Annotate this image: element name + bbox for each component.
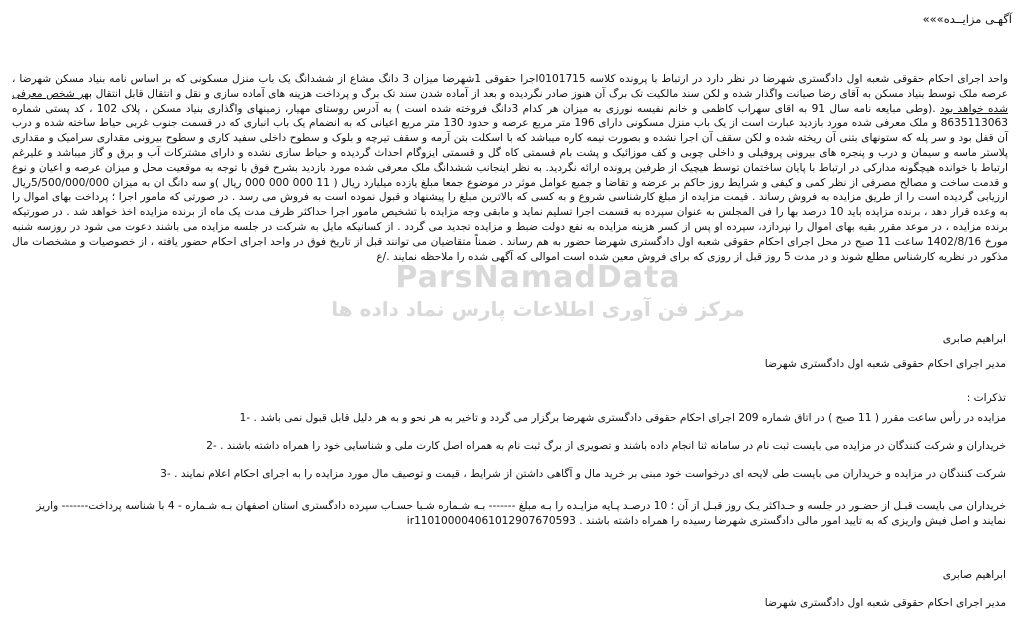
body-text-part2: .(وطی مبایعه نامه سال 91 به اقای سهراب کاظمی و خانم نفیسه نورزی به میزان هر کدام 3دانگ فروخته شده است ) به آدرس روستای مهیار، زمینهای واگذاری بنیاد مسکن ، پلاک 102 ، کد پستی شماره 8635113063 و ملک معرفی شده مورد بازدید عبارت است از یک باب منزل مسکونی دارای 196 متر مربع عرصه و حدود 130 متر مربع اعیانی که به انضمام یک باب انباری که در قسمت جنوب غربی حیاط ساخته شده و درب آن قفل بود و سر پله که ستونهای بتنی آن ریخته شده و لکن سقف آن اجرا نشده و بصورت نیمه کاره میباشد که با اسکلت بتن آرمه و سقف تیرچه و بلوک و سطوح داخلی سفید کاری و سطوح بیرونی مقداری سرامیک و مقداری پلاستر ماسه و سیمان و درب و پنجره های بیرونی پروفیلی و داخلی چوبی و کف موزائیک و پشت بام قسمتی کاه گل و قسمتی ایزوگام احداث گردیده و حیاط سازی نشده و دارای مشترکات آب و برق و گاز میباشد و علیرغم ارتباط با خوانده هیچگونه مدارکی در ارتباط با پایان ساختمان توسط هیچیک از طرفین پرونده ارائه نگردید. به نظر اینجانب ششدانگ ملک معرفی شده مورد بازدید بشرح فوق با توجه به موقعیت محل و میزان عرصه و اعیان و نوع و قدمت ساخت و مصالح مصرفی از نظر کمی و کیفی و شرایط روز حاکم بر عرضه و تقاضا و جمیع عوامل موثر در موضوع جمعا مبلغ یازده میلیارد ریال ( 11 000 000 000 ریال )و سه دانگ ان به میزان 5/500/000/000ریال ارزیابی گردیده است را از طریق مزایده به فروش رساند . قیمت مزایده از مبلغ کارشناسی شروع و به کسی که بالاترین مبلغ را پیشنهاد و قبول نموده است به فروش می رسد . در صورتی که مامور اجرا ؛ پرداخت بهای اموال را به وعده قرار دهد ، برنده مزایده باید 10 درصد بها را فی المجلس به عنوان سپرده به قسمت اجرا تسلیم نماید و مابقی وجه مزایده با تشخیص مامور اجرا حداکثر ظرف مدت یک ماه از برنده مزایده اخذ خواهد شد . در صورتیکه برنده مزایده ، در موعد مقرر بقیه بهای اموال را نپردازد، سپرده او پس از کسر هزینه مزایده به نفع دولت ضبط و مزایده تجدید می گردد . از کسانیکه مایل به شرکت در جلسه مزایده می باشند دعوت می شود در روزسه شنبه مورخ 1402/8/16 ساعت 11 صبح در محل اجرای احکام حقوقی شعبه اول دادگستری شهرضا حضور به هم رساند . ضمناً متقاضیان می توانند قبل از تاریخ فوق در واحد اجرای احکام حضور یافته ، از خصوصیات و مشخصات مال مذکور در نظریه کارشناس مطلع شوند و در مدت 5 روز قبل از روزی که برای فروش معین شده است اموالی که آگهی شده را ملاحظه نمایند ./ع — [12, 102, 1009, 263]
signer-name: ابراهیم صابری — [942, 569, 1006, 581]
watermark — [328, 260, 748, 321]
notice-title: آگهـی مزایــده»»» — [922, 12, 1012, 26]
signer-name: ابراهیم صابری — [942, 333, 1006, 345]
notice-body — [12, 72, 1008, 264]
note-item-2: خریداران و شرکت کنندگان در مزایده می بایست ثبت نام در سامانه ثنا انجام داده باشند و تصویری از برگ ثبت نام به همراه اصل کارت ملی و شناسایی خود را همراه داشته باشند . -2 — [206, 440, 1006, 452]
notes-heading: تذکرات : — [966, 392, 1006, 404]
signature-block-2 — [765, 568, 1006, 610]
body-underlined-text: بهر شخص معرفی شده خواهد بود — [12, 87, 1008, 115]
note-item-4: خریداران می بایست قبـل از حضـور در جلسه و حـداکثر یـک روز قبـل از آن ؛ 10 درصـد پـایه مزایـده را بـه مبلغ ------- بـه شـماره شـبا حسـاب سپرده دادگستری استان اصفهان بـه شـماره - 4 با شناسه پرداخت------- واریز نمایند و اصل فیش واریزی که به تایید امور مالی دادگستری شهرضا رسیده را همراه داشته باشند . ir110100004061012907670593 — [36, 500, 1006, 527]
body-text-part1: واحد اجرای احکام حقوقی شعبه اول دادگستری شهرضا در نظر دارد در ارتباط با پرونده کلاسه 0101715اجرا حقوقی 1شهرضا میزان 3 دانگ مشاع از ششدانگ یک باب منزل مسکونی که بر اساس نامه بنیاد مسکن شهرضا ، عرصه ملک توسط بنیاد مسکن به آقای رضا صیانت واگذار شده و لکن سند مالکیت تک برگ آن هنوز صادر نگردیده و بعد از آماده شدن سند تک برگ و پرداخت هزینه های آماده سازی و نقل و انتقال قابل انتقال — [12, 73, 1008, 100]
note-item-1: مزایده در رأس ساعت مقرر ( 11 صبح ) در اتاق شماره 209 اجرای احکام حقوقی دادگستری شهرضا برگزار می گردد و تاخیر به هر نحو و به هر دلیل قابل قبول نمی باشد . -1 — [239, 412, 1006, 424]
signer-role: مدیر اجرای احکام حقوقی شعبه اول دادگستری شهرضا — [764, 597, 1006, 609]
watermark-caption: مرکز فن آوری اطلاعات پارس نماد داده ها — [331, 297, 745, 321]
notice-page — [8, 8, 1016, 618]
watermark-brand: ParsNamadData — [395, 260, 681, 295]
note-item-3: شرکت کنندگان در مزایده و خریداران می بایست طی لایحه ای درخواست خود مبنی بر خرید مال و آگاهی داشتن از شرایط ، قیمت و توصیف مال مورد مزایده را به اجرای احکام اعلام نمایند . -3 — [160, 468, 1006, 480]
signer-role: مدیر اجرای احکام حقوقی شعبه اول دادگستری شهرضا — [764, 358, 1006, 370]
signature-block-1 — [765, 332, 1006, 371]
